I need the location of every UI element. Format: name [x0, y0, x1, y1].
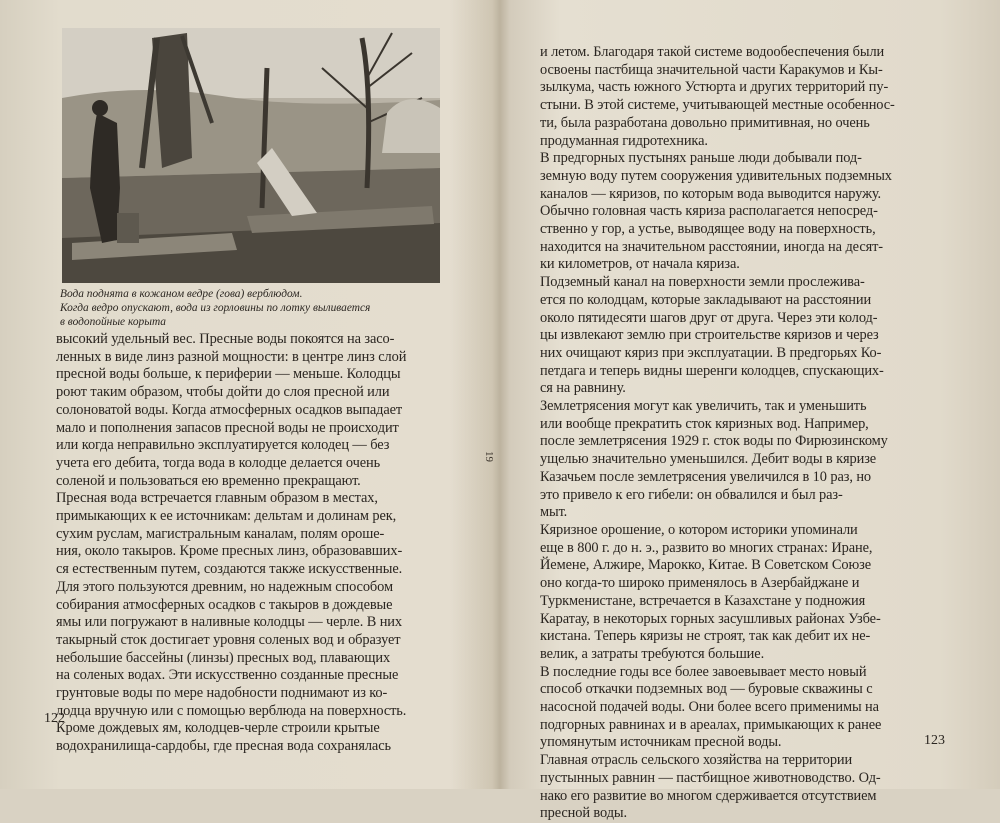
text-line: Подземный канал на поверхности земли прослежива- [540, 274, 865, 291]
text-line: продуманная гидротехника. [540, 132, 708, 149]
text-line: ся на равнину. [540, 380, 626, 397]
caption-line: Вода поднята в кожаном ведре (гова) верблюдом. [60, 288, 303, 300]
text-line: ется по колодцам, которые закладывают на расстоянии [540, 291, 872, 308]
text-line: находится на значительном расстоянии, иногда на десят- [540, 238, 884, 255]
text-line: Землетрясения могут как увеличить, так и уменьшить [540, 398, 867, 415]
text-line: освоены пастбища значительной части Каракумов и Кы- [540, 61, 883, 78]
text-line: Каратау, в некоторых горных засушливых районах Узбе- [540, 610, 881, 627]
text-line: на соленых водах. Эти искусственно созданные пресные [56, 667, 399, 684]
text-line: роют таким образом, чтобы дойти до слоя пресной или [56, 384, 390, 401]
text-line: такырный сток достигает уровня соленых вод и образует [56, 631, 401, 648]
text-line: собирания атмосферных осадков с такыров в дождевые [56, 596, 393, 613]
text-line: высокий удельный вес. Пресные воды покоятся на засо- [56, 331, 395, 347]
caption-line: в водопойные корыта [60, 316, 167, 328]
text-line: оно когда-то широко применялось в Азербайджане и [540, 575, 860, 592]
text-line: и летом. Благодаря такой системе водообеспечения были [540, 44, 885, 60]
text-line: еще в 800 г. до н. э., развито во многих странах: Иране, [540, 539, 873, 556]
text-line: водохранилища-сардобы, где пресная вода сохранялась [56, 738, 391, 755]
text-line: кистана. Теперь кяризы не строят, так как дебит их не- [540, 628, 871, 645]
text-line: ся естественным путем, создаются также искусственные. [56, 561, 403, 578]
paragraph [540, 752, 952, 823]
text-line: ния, около такыров. Кроме пресных линз, образовавших- [56, 543, 403, 560]
figure-caption [60, 287, 440, 329]
text-line: петдага и теперь видны шеренги колодцев, спускающих- [540, 362, 884, 379]
text-line: насосной подачей воды. Они более всего применимы на [540, 699, 879, 716]
text-line: сухим руслам, магистральным каналам, полям ороше- [56, 525, 385, 542]
left-page [0, 0, 498, 789]
text-line: ти, была разработана довольно примитивная, но очень [540, 114, 870, 131]
text-line: или когда неправильно эксплуатируется колодец — без [56, 437, 390, 454]
text-line: ущелью значительно уменьшился. Дебит воды в кяризе [540, 451, 877, 468]
text-line: мыт. [540, 504, 568, 521]
text-line: каналов — кяризов, по которым вода выводится наружу. [540, 185, 882, 202]
well-camel-photo-illustration [62, 28, 440, 283]
text-line: Кяризное орошение, о котором историки упоминали [540, 521, 858, 538]
text-line: способ откачки подземных вод — буровые скважины с [540, 681, 873, 698]
text-line: соленой и пользоваться ею временно прекращают. [56, 472, 361, 489]
text-line: пустынных равнин — пастбищное животноводство. Од- [540, 769, 881, 786]
text-line: Пресная вода встречается главным образом в местах, [56, 490, 378, 507]
paragraph [540, 274, 952, 398]
text-line: Обычно головная часть кяриза располагается непосред- [540, 203, 878, 220]
text-line: стыни. В этой системе, учитывающей местные особеннос- [540, 97, 895, 114]
paragraph [540, 150, 952, 274]
text-line: В последние годы все более завоевывает место новый [540, 663, 867, 680]
text-line: Кроме дождевых ям, колодцев-черле строили крытые [56, 720, 380, 737]
paragraph [540, 44, 952, 150]
text-line: цы извлекают землю при строительстве кяризов и через [540, 327, 879, 344]
text-line: грунтовые воды по мере надобности поднимают из ко- [56, 685, 388, 702]
paragraph [540, 664, 952, 753]
text-line: велик, а затраты требуются большие. [540, 645, 765, 662]
paragraph [56, 490, 458, 720]
right-page [502, 0, 1000, 822]
page-number: 122 [44, 711, 65, 726]
figure-photo [62, 28, 440, 283]
paragraph [56, 720, 458, 755]
paragraph [540, 398, 952, 522]
text-line: ленных в виде линз разной мощности: в центре линз слой [56, 348, 407, 365]
text-line: подгорных равнинах и в ареалах, примыкающих к ранее [540, 716, 882, 733]
gutter-signature: 19 [483, 451, 495, 462]
paragraph [540, 522, 952, 664]
text-line: пресной воды больше, к периферии — меньше. Колодцы [56, 366, 401, 383]
text-line: около пятидесяти шагов друг от друга. Через эти колод- [540, 309, 878, 326]
text-line: учета его дебита, тогда вода в колодце делается очень [56, 454, 381, 471]
text-line: зылкума, часть южного Устюрта и других территорий пу- [540, 79, 889, 96]
text-line: или вообще прекратить сток кяризных вод. Например, [540, 415, 869, 432]
caption-line: Когда ведро опускают, вода из горловины по лотку выливается [60, 302, 371, 314]
text-line: примыкающих к ее источникам: дельтам и долинам рек, [56, 508, 397, 525]
text-line: В предгорных пустынях раньше люди добывали под- [540, 150, 862, 167]
text-line: Для этого пользуются древним, но надежным способом [56, 578, 393, 595]
text-line: ственно у гор, а устье, выводящее воду на поверхность, [540, 221, 876, 238]
text-line: них очищают кяриз при эксплуатации. В предгорьях Ко- [540, 344, 882, 361]
text-line: солоноватой воды. Когда атмосферных осадков выпадает [56, 401, 403, 418]
text-line: Главная отрасль сельского хозяйства на территории [540, 752, 853, 769]
left-body-text [56, 331, 458, 756]
text-line: нако его развитие во многом сдерживается отсутствием [540, 787, 877, 804]
paragraph [56, 331, 458, 490]
right-body-text [540, 44, 952, 823]
text-line: ямы или погружают в наливные колодцы — черле. В них [56, 614, 402, 631]
text-line: мало и пополнения запасов пресной воды не происходит [56, 419, 399, 436]
text-line: Йемене, Алжире, Марокко, Китае. В Советском Союзе [540, 557, 872, 574]
text-line: Казачьем после землетрясения увеличился в 10 раз, но [540, 468, 872, 485]
text-line: Туркменистане, встречается в Казахстане у подножия [540, 592, 866, 609]
text-line: после землетрясения 1929 г. сток воды по Фирюзинскому [540, 433, 888, 450]
text-line: земную воду путем сооружения удивительных подземных [540, 167, 892, 184]
text-line: пресной воды. [540, 805, 627, 822]
text-line: упомянутым источникам пресной воды. [540, 734, 782, 751]
text-line: ки километров, от начала кяриза. [540, 256, 740, 273]
text-line: это привело к его гибели: он обвалился и был раз- [540, 486, 843, 503]
text-line: небольшие бассейны (линзы) пресных вод, плавающих [56, 649, 391, 666]
page-number: 123 [924, 733, 945, 748]
text-line: лодца вручную или с помощью верблюда на поверхность. [56, 702, 407, 719]
